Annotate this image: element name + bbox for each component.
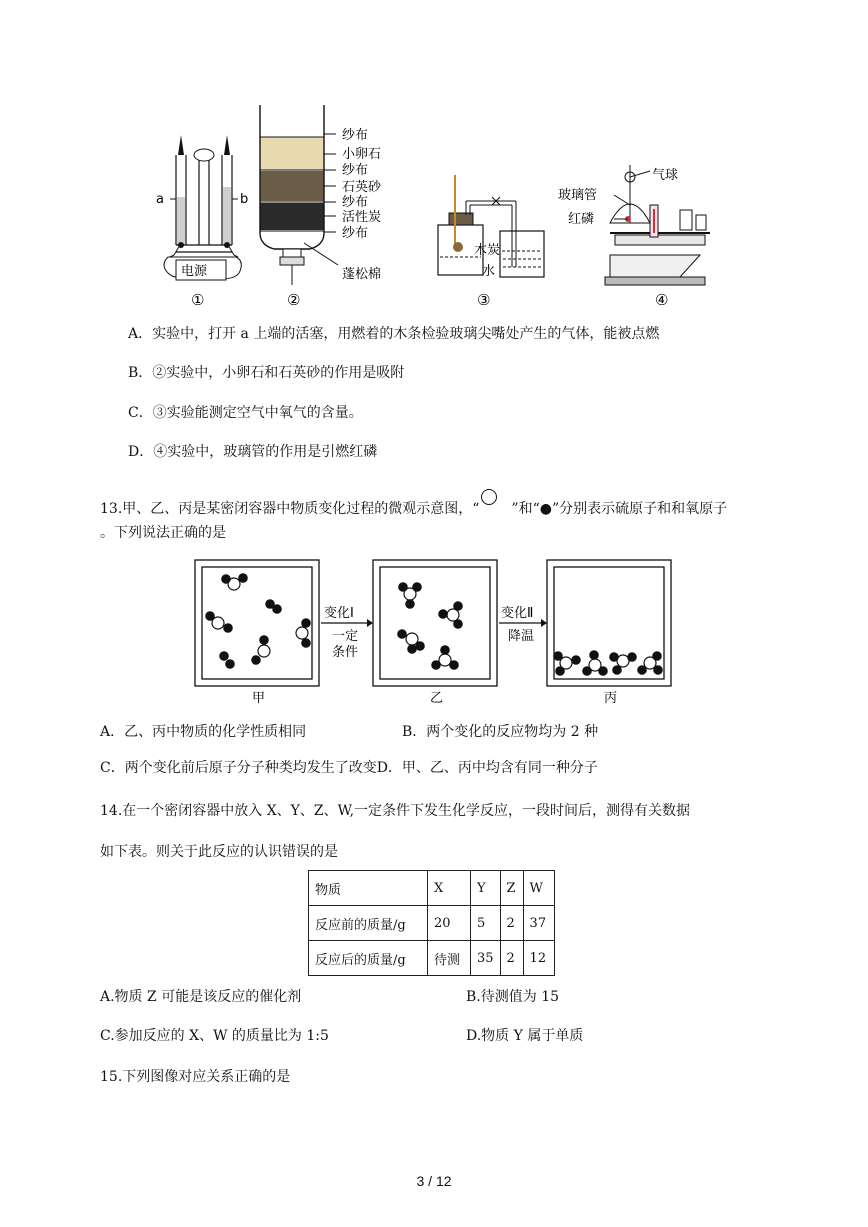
q12-apparatus-figure — [140, 105, 730, 315]
arrow1-bottom-label-2: 条件 — [332, 645, 359, 660]
q13-molecule-diagram — [190, 556, 680, 712]
filter-label-6: 活性炭 — [342, 210, 382, 225]
q13-option-cd: C．两个变化前后原子分子种类均发生了改变D．甲、乙、丙中均含有同一种分子 — [100, 760, 598, 776]
page-number: 3 / 12 — [416, 1173, 452, 1189]
table-cell: 2 — [500, 941, 523, 976]
filter-label-8: 蓬松棉 — [342, 267, 382, 282]
q14-mass-table — [308, 870, 555, 976]
glass-tube-label: 玻璃管 — [558, 188, 598, 203]
box-label-jia: 甲 — [252, 691, 266, 706]
table-cell: 20 — [428, 906, 471, 941]
q15-stem: 15.下列图像对应关系正确的是 — [100, 1069, 291, 1085]
q14-option-a: A.物质 Z 可能是该反应的催化剂 — [100, 989, 302, 1005]
box-label-yi: 乙 — [430, 691, 444, 706]
box-bing-molecules — [554, 651, 662, 675]
balloon-label: 气球 — [652, 168, 679, 183]
q13-stem-part2: ”和“●”分别表示硫原子和和氧原子 — [511, 501, 728, 517]
table-cell: 反应后的质量/g — [309, 941, 428, 976]
power-supply-label: 电源 — [181, 264, 208, 279]
q14-stem-line2: 如下表。则关于此反应的认识错误的是 — [100, 844, 338, 860]
electrolysis-label-b: b — [240, 192, 249, 207]
q14-stem-line1: 14.在一个密闭容器中放入 X、Y、Z、W,一定条件下发生化学反应，一段时间后，测得有关数据 — [100, 803, 691, 819]
apparatus-2-number: ② — [287, 291, 301, 309]
table-cell: 35 — [471, 941, 501, 976]
box-yi-molecules — [398, 583, 462, 669]
table-row — [309, 941, 555, 976]
q12-option-c: C．③实验能测定空气中氧气的含量。 — [128, 405, 363, 421]
q13-option-a: A．乙、丙中物质的化学性质相同 — [100, 724, 307, 740]
filter-label-4: 石英砂 — [342, 180, 382, 195]
box-label-bing: 丙 — [604, 691, 618, 706]
red-phosphorus-balance-apparatus — [605, 165, 710, 285]
apparatus-4-number: ④ — [655, 291, 669, 309]
table-cell: 反应前的质量/g — [309, 906, 428, 941]
red-phosphorus-label: 红磷 — [568, 212, 595, 227]
water-label: 水 — [482, 264, 496, 279]
charcoal-label: 木炭 — [474, 243, 501, 258]
table-cell: 2 — [500, 906, 523, 941]
q13-stem-line1 — [100, 489, 727, 518]
arrow1-bottom-label-1: 一定 — [332, 629, 359, 644]
table-cell: 37 — [523, 906, 554, 941]
electrolysis-label-a: a — [156, 192, 164, 207]
filter-label-1: 纱布 — [342, 128, 369, 143]
box-jia-molecules — [206, 574, 310, 668]
filter-label-5: 纱布 — [342, 195, 369, 210]
q13-stem-line2: 。下列说法正确的是 — [100, 525, 226, 541]
q14-option-b: B.待测值为 15 — [466, 989, 560, 1005]
q14-option-c: C.参加反应的 X、W 的质量比为 1:5 — [100, 1028, 329, 1044]
q13-option-b: B．两个变化的反应物均为 2 种 — [402, 724, 599, 740]
q12-option-a: A．实验中，打开 a 上端的活塞，用燃着的木条检验玻璃尖嘴处产生的气体，能被点燃 — [128, 326, 660, 342]
arrow2-top-label: 变化Ⅱ — [501, 606, 534, 621]
q12-option-d: D．④实验中，玻璃管的作用是引燃红磷 — [128, 444, 378, 460]
q14-option-d: D.物质 Y 属于单质 — [466, 1028, 584, 1044]
charcoal-combustion-apparatus — [438, 175, 544, 277]
table-header-row — [309, 871, 555, 906]
arrow2-bottom-label: 降温 — [508, 629, 535, 644]
arrow1-top-label: 变化Ⅰ — [324, 606, 354, 621]
table-cell: 12 — [523, 941, 554, 976]
electrolysis-apparatus — [164, 135, 241, 280]
table-cell: 5 — [471, 906, 501, 941]
filter-label-7: 纱布 — [342, 226, 369, 241]
apparatus-1-number: ① — [191, 291, 205, 309]
filter-label-2: 小卵石 — [342, 147, 382, 162]
table-row — [309, 906, 555, 941]
table-header-cell: 物质 — [309, 871, 428, 906]
q13-stem-part1: 13.甲、乙、丙是某密闭容器中物质变化过程的微观示意图，“ — [100, 501, 480, 517]
water-filter-apparatus — [260, 105, 338, 285]
table-header-cell: Z — [500, 871, 523, 906]
table-cell: 待测 — [428, 941, 471, 976]
sulfur-atom-legend-icon — [481, 489, 497, 505]
table-header-cell: W — [523, 871, 554, 906]
filter-label-3: 纱布 — [342, 163, 369, 178]
table-header-cell: X — [428, 871, 471, 906]
apparatus-3-number: ③ — [477, 291, 491, 309]
table-header-cell: Y — [471, 871, 501, 906]
q12-option-b: B．②实验中，小卵石和石英砂的作用是吸附 — [128, 365, 405, 381]
